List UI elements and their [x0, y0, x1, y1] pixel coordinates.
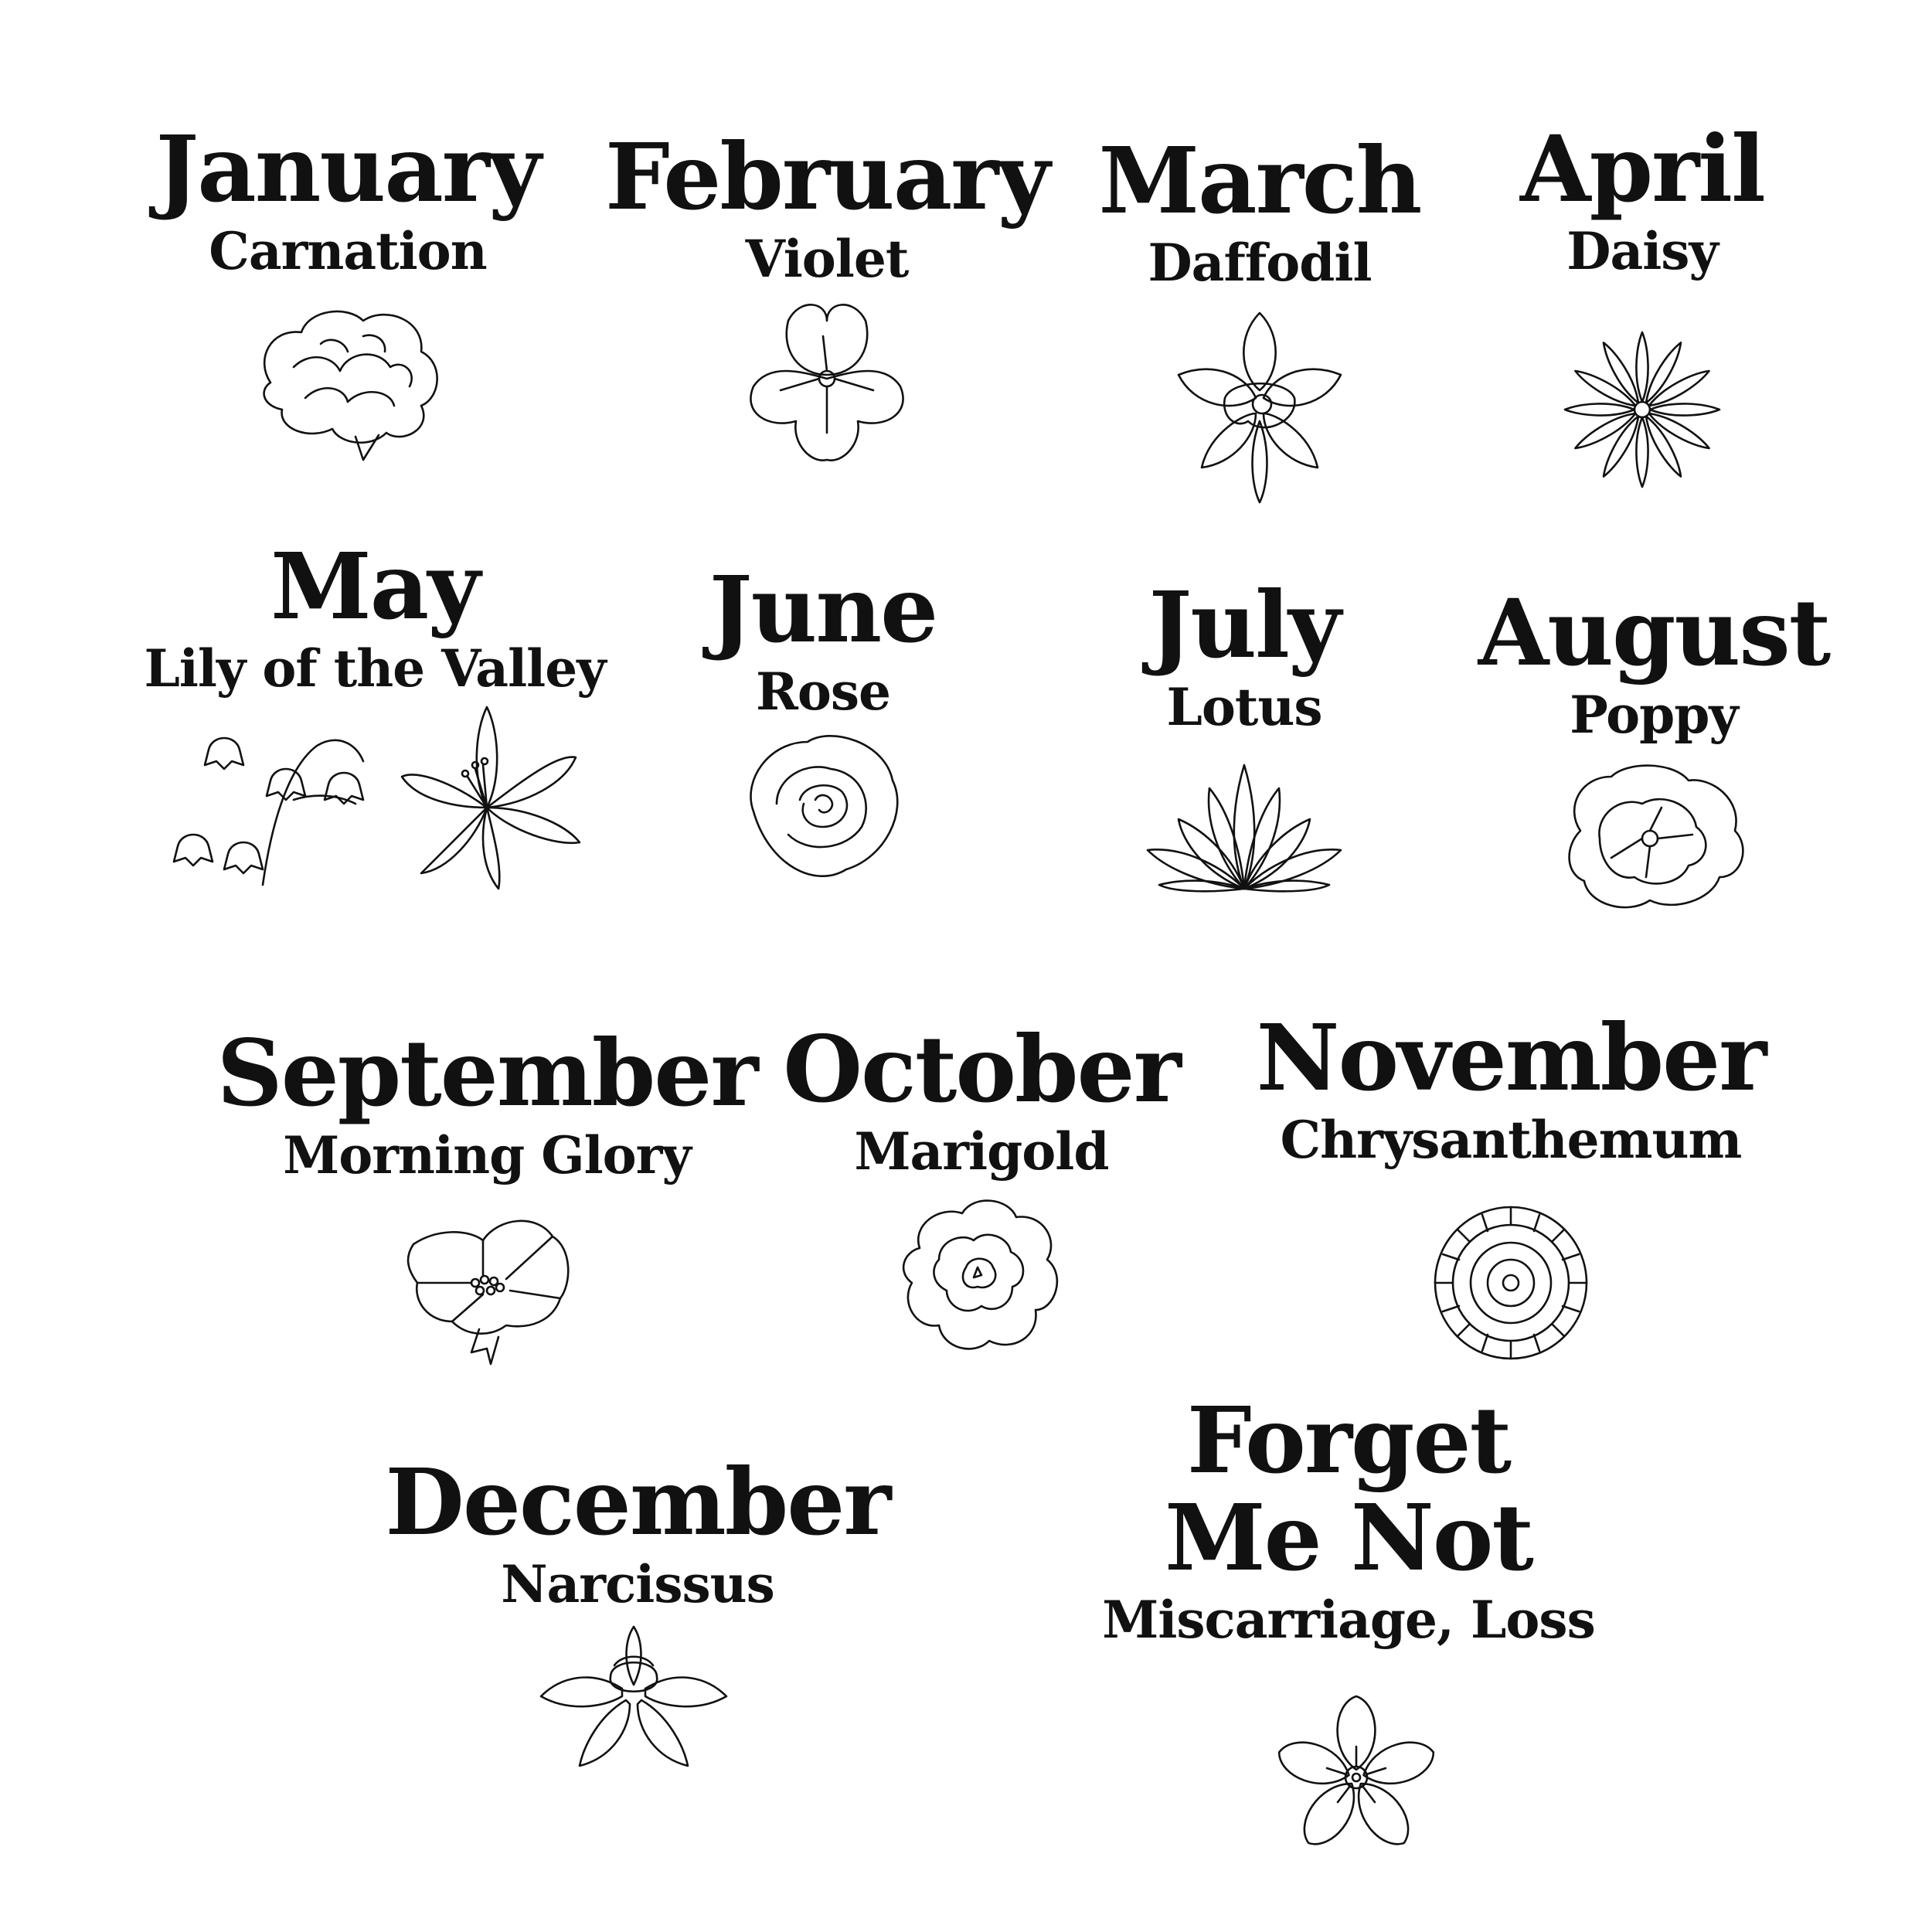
flower-name: Poppy [1570, 685, 1738, 745]
forget-me-not-icon [1267, 1689, 1445, 1866]
flower-name: Lotus [1166, 677, 1322, 737]
special-title-line2: Me Not [1165, 1484, 1532, 1591]
entry-may [144, 532, 606, 699]
daisy-icon [1549, 325, 1735, 495]
lotus-icon [1144, 757, 1345, 896]
flower-name: Lily of the Valley [144, 638, 606, 699]
poppy-icon [1557, 761, 1750, 916]
morning-glory-icon [406, 1213, 576, 1368]
month-title: August [1478, 579, 1830, 686]
month-title: January [155, 115, 540, 223]
month-title: February [604, 123, 1049, 230]
daffodil-icon [1171, 305, 1349, 506]
special-subtitle: Miscarriage, Loss [1102, 1590, 1595, 1650]
flower-name: Narcissus [501, 1554, 774, 1614]
month-title: October [783, 1015, 1180, 1123]
lily-of-the-valley-icon [170, 707, 587, 893]
entry-march [1098, 127, 1421, 293]
entry-april [1520, 115, 1764, 281]
entry-july [1148, 571, 1340, 737]
entry-february [604, 123, 1049, 289]
month-title: November [1256, 1004, 1766, 1111]
entry-october [783, 1015, 1180, 1182]
flower-name: Daffodil [1148, 233, 1372, 293]
flower-name: Morning Glory [283, 1125, 691, 1185]
flower-name: Rose [755, 662, 891, 722]
flower-name: Marigold [854, 1121, 1109, 1182]
entry-june [709, 556, 937, 722]
month-title: September [216, 1019, 757, 1127]
entry-august [1478, 579, 1830, 745]
flower-name: Violet [745, 229, 909, 289]
month-title: June [709, 556, 937, 663]
rose-icon [738, 726, 908, 889]
entry-november [1256, 1004, 1766, 1170]
marigold-icon [896, 1194, 1066, 1356]
month-title: December [385, 1448, 890, 1556]
violet-icon [738, 290, 916, 468]
month-title: May [270, 532, 479, 640]
special-title-line1: Forget [1186, 1386, 1511, 1494]
chrysanthemum-icon [1430, 1202, 1592, 1364]
carnation-icon [247, 298, 448, 468]
flower-name: Carnation [209, 221, 487, 281]
entry-september [216, 1019, 757, 1185]
flower-name: Chrysanthemum [1280, 1110, 1742, 1170]
entry-december [385, 1448, 890, 1614]
month-title: July [1148, 571, 1340, 679]
entry-forget-me-not [1102, 1386, 1595, 1650]
narcissus-icon [537, 1623, 730, 1770]
month-title: March [1098, 127, 1421, 234]
flower-name: Daisy [1566, 221, 1718, 281]
month-title: April [1520, 115, 1764, 223]
entry-january [155, 115, 540, 281]
